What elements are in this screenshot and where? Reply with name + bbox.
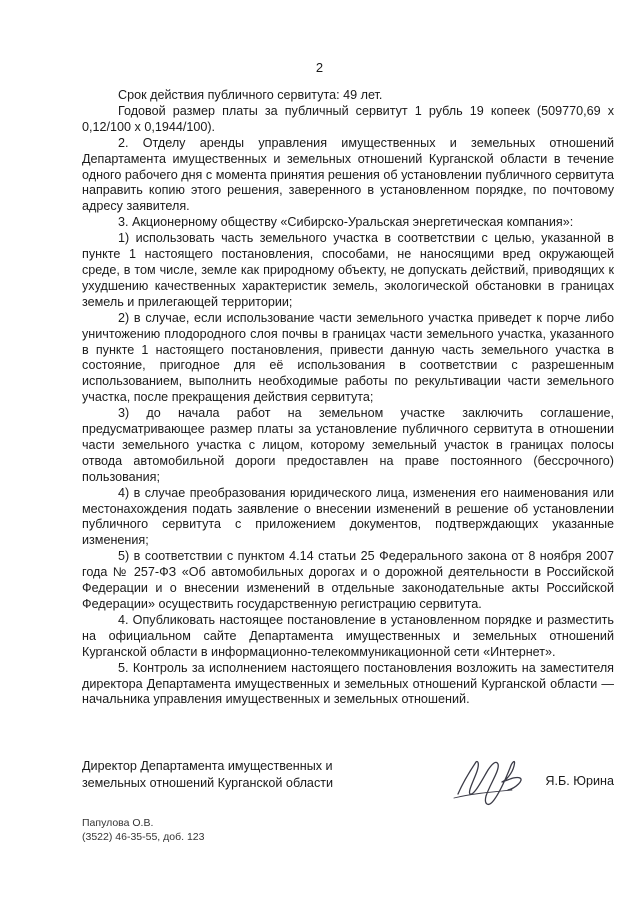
paragraph: 5. Контроль за исполнением настоящего постановления возложить на заместителя директора Департамента имущественных и земельных отношений Курганской области — начальника управления имущественных и земельных отношений. (82, 660, 614, 707)
handwritten-signature (450, 750, 530, 814)
document-body (82, 88, 614, 708)
paragraph: 3) до начала работ на земельном участке заключить соглашение, предусматривающее размер платы за установление публичного сервитута в отношении части земельного участка с лицом, которому земельный участок в границах полосы отвода автомобильной дороги предоставлен на праве постоянного (бессрочного) пользования; (82, 406, 614, 484)
signatory-name: Я.Б. Юрина (545, 774, 614, 788)
signature-block (82, 758, 614, 818)
paragraph: 3. Акционерному обществу «Сибирско-Уральская энергетическая компания»: (118, 215, 574, 230)
paragraph: 4) в случае преобразования юридического лица, изменения его наименования или местонахождения подать заявление о внесении изменений в решение об установлении публичного сервитута с приложением документов, подтверждающих указанные изменения; (82, 485, 614, 548)
paragraph: 2. Отделу аренды управления имущественных и земельных отношений Департамента имущественных и земельных отношений Курганской области в течение одного рабочего дня с момента принятия решения об установлении публичного сервитута направить копию этого решения, заверенного в установленном порядке, по почтовому адресу заявителя. (82, 135, 614, 214)
signatory-title (82, 758, 333, 791)
paragraph: 2) в случае, если использование части земельного участка приведет к порче либо уничтожению плодородного слоя почвы в границах части земельного участка, указанного в пункте 1 настоящего постановления, привести данную часть земельного участка в состояние, пригодное для её использования в соответствии с разрешенным использованием, выполнить необходимые работы по рекультивации части земельного участка, после прекращения действия сервитута; (82, 310, 614, 405)
signatory-title-line: Директор Департамента имущественных и (82, 759, 333, 773)
signatory-title-line: земельных отношений Курганской области (82, 775, 334, 790)
paragraph: 5) в соответствии с пунктом 4.14 статьи 25 Федерального закона от 8 ноября 2007 года № 257-ФЗ «Об автомобильных дорогах и о дорожной деятельности в Российской Федерации и о внесении изменений в отдельные законодательные акты Российской Федерации» осуществить государственную регистрацию сервитута. (82, 549, 614, 611)
paragraph: Годовой размер платы за публичный сервитут 1 рубль 19 копеек (509770,69 х 0,12/100 х 0,1944/100). (82, 103, 614, 134)
executor-phone: (3522) 46-35-55, доб. 123 (82, 830, 205, 843)
paragraph: Срок действия публичного сервитута: 49 лет. (118, 88, 383, 102)
page-number: 2 (315, 60, 324, 75)
paragraph: 4. Опубликовать настоящее постановление в установленном порядке и разместить на официальном сайте Департамента имущественных и земельных отношений Курганской области в информационно-телекоммуникационной сети «Интернет». (82, 612, 614, 659)
executor-contact (82, 817, 204, 844)
executor-name: Папулова О.В. (82, 817, 154, 829)
paragraph: 1) использовать часть земельного участка в соответствии с целью, указанной в пункте 1 настоящего постановления, способами, не наносящими вред окружающей среде, в том числе, земле как природному объекту, не допускать действий, приводящих к ухудшению качественных характеристик земель, экологической обстановки в границах земель и прилегающей территории; (82, 231, 614, 309)
